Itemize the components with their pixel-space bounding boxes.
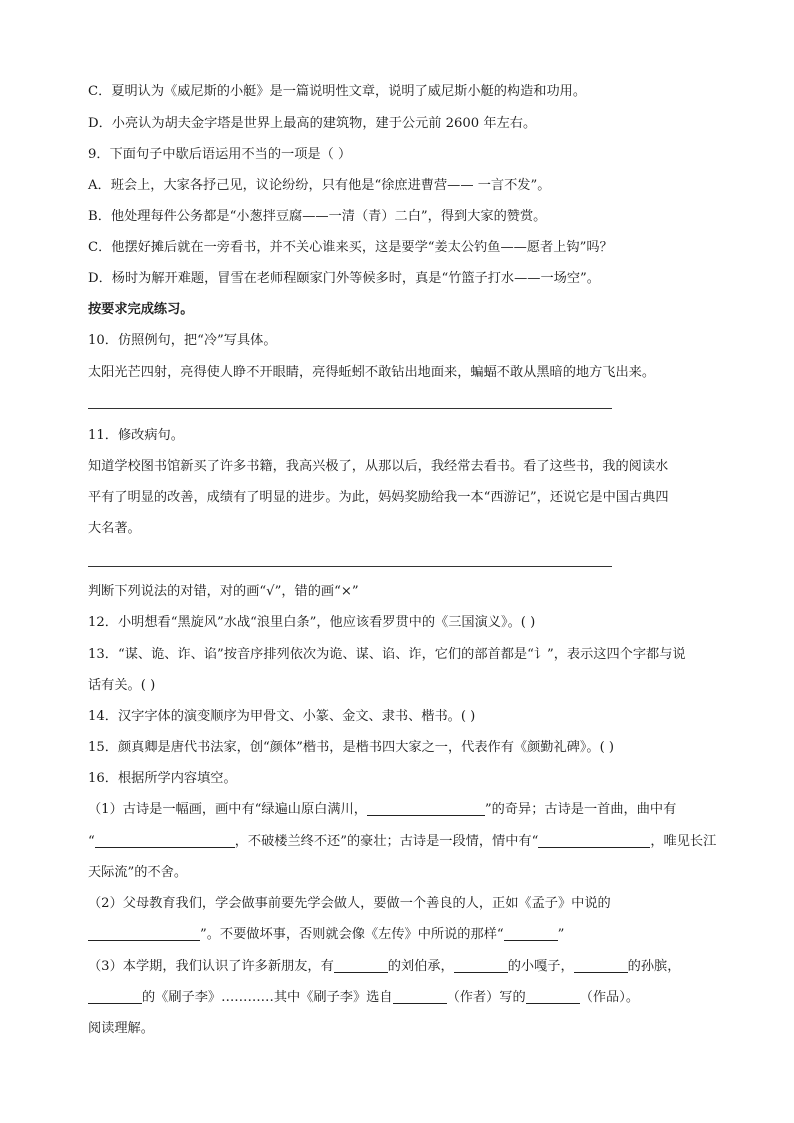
question-16-1-line-3: 天际流”的不舍。	[88, 865, 188, 880]
question-16-2-line-1: （2）父母教育我们，学会做事前要先学会做人，要做一个善良的人，正如《孟子》中说的	[88, 896, 611, 911]
question-16-3-line-1	[88, 957, 734, 977]
question-16-2-line-2	[88, 925, 734, 945]
q16-2-text-b: ”	[557, 927, 565, 942]
question-11-text-3: 大名著。	[88, 521, 141, 536]
question-10-example: 太阳光芒四射，亮得使人睁不开眼睛，亮得蚯蚓不敢钻出地面来，蝙蝠不敢从黑暗的地方飞出来。	[88, 365, 656, 380]
question-13-line-1: 13．“谋、诡、诈、谄”按音序排列依次为诡、谋、谄、诈，它们的部首都是“讠”，表示这四个字都与说	[88, 647, 686, 662]
question-11-text-2: 平有了明显的改善，成绩有了明显的进步。为此，妈妈奖励给我一本“西游记”，还说它是中国古典四	[88, 490, 669, 505]
option-d-q9: D．杨时为解开难题，冒雪在老师程颐家门外等候多时，真是“竹篮子打水——一场空”。	[88, 271, 600, 286]
question-11: 11．修改病句。	[88, 428, 184, 443]
judge-instruction: 判断下列说法的对错，对的画“√”，错的画“×”	[88, 584, 359, 599]
fill-blank[interactable]	[334, 958, 388, 973]
answer-line-q10[interactable]	[88, 408, 612, 409]
question-15: 15．颜真卿是唐代书法家，创“颜体”楷书，是楷书四大家之一，代表作有《颜勤礼碑》。( )	[88, 740, 615, 755]
option-c-q8: C．夏明认为《威尼斯的小艇》是一篇说明性文章，说明了威尼斯小艇的构造和功用。	[88, 84, 587, 99]
reading-heading: 阅读理解。	[88, 1021, 154, 1036]
q16-1-text-d: ，不破楼兰终不还”的豪壮；古诗是一段情，情中有“	[234, 834, 539, 849]
fill-blank[interactable]	[574, 958, 628, 973]
q16-3-text-a: （3）本学期，我们认识了许多新朋友，有	[88, 959, 334, 974]
answer-line-q11[interactable]	[88, 566, 612, 567]
q16-3-text-c: 的小嘎子，	[507, 959, 574, 974]
option-d-q8: D．小亮认为胡夫金字塔是世界上最高的建筑物，建于公元前 2600 年左右。	[88, 116, 537, 131]
question-10: 10．仿照例句，把“冷”写具体。	[88, 333, 277, 348]
fill-blank[interactable]	[393, 989, 447, 1004]
q16-2-text-a: ”。不要做坏事，否则就会像《左传》中所说的那样“	[200, 927, 504, 942]
question-16-3-line-2	[88, 988, 734, 1008]
question-14: 14．汉字字体的演变顺序为甲骨文、小篆、金文、隶书、楷书。( )	[88, 709, 476, 724]
q16-3-text-d: 的孙膑，	[627, 959, 681, 974]
fill-blank[interactable]	[504, 926, 558, 941]
fill-blank[interactable]	[526, 989, 580, 1004]
q16-3-text-f: （作者）写的	[446, 990, 526, 1005]
question-16-1-line-2	[88, 832, 734, 852]
fill-blank[interactable]	[88, 926, 200, 941]
option-a-q9: A．班会上，大家各抒己见，议论纷纷，只有他是“徐庶进曹营—— 一言不发”。	[88, 178, 551, 193]
question-16: 16．根据所学内容填空。	[88, 771, 237, 786]
section-heading: 按要求完成练习。	[88, 302, 194, 317]
q16-1-text-e: ，唯见长江	[650, 834, 717, 849]
q16-1-text-b: ”的奇异；古诗是一首曲，曲中有	[484, 802, 677, 817]
question-12: 12．小明想看“黑旋风”水战“浪里白条”，他应该看罗贯中的《三国演义》。( )	[88, 615, 536, 630]
fill-blank[interactable]	[454, 958, 508, 973]
fill-blank[interactable]	[88, 989, 142, 1004]
option-c-q9: C．他摆好摊后就在一旁看书，并不关心谁来买，这是要学“姜太公钓鱼——愿者上钩”吗？	[88, 240, 613, 255]
q16-1-text-c: “	[88, 834, 95, 849]
question-9: 9．下面句子中歇后语运用不当的一项是（ ）	[88, 147, 352, 162]
fill-blank[interactable]	[95, 833, 235, 848]
question-11-text-1: 知道学校图书馆新买了许多书籍，我高兴极了，从那以后，我经常去看书。看了这些书，我的阅读水	[88, 459, 669, 474]
q16-3-text-b: 的刘伯承，	[387, 959, 454, 974]
q16-1-text-a: （1）古诗是一幅画，画中有“绿遍山原白满川，	[88, 802, 367, 817]
question-13-line-2: 话有关。( )	[88, 678, 156, 693]
option-b-q9: B．他处理每件公务都是“小葱拌豆腐——一清（青）二白”，得到大家的赞赏。	[88, 209, 547, 224]
fill-blank[interactable]	[367, 801, 485, 816]
q16-3-text-g: （作品）。	[579, 990, 640, 1005]
q16-3-text-e: 的《刷子李》…………其中《刷子李》选自	[142, 990, 393, 1005]
question-16-1-line-1	[88, 800, 734, 820]
fill-blank[interactable]	[538, 833, 650, 848]
